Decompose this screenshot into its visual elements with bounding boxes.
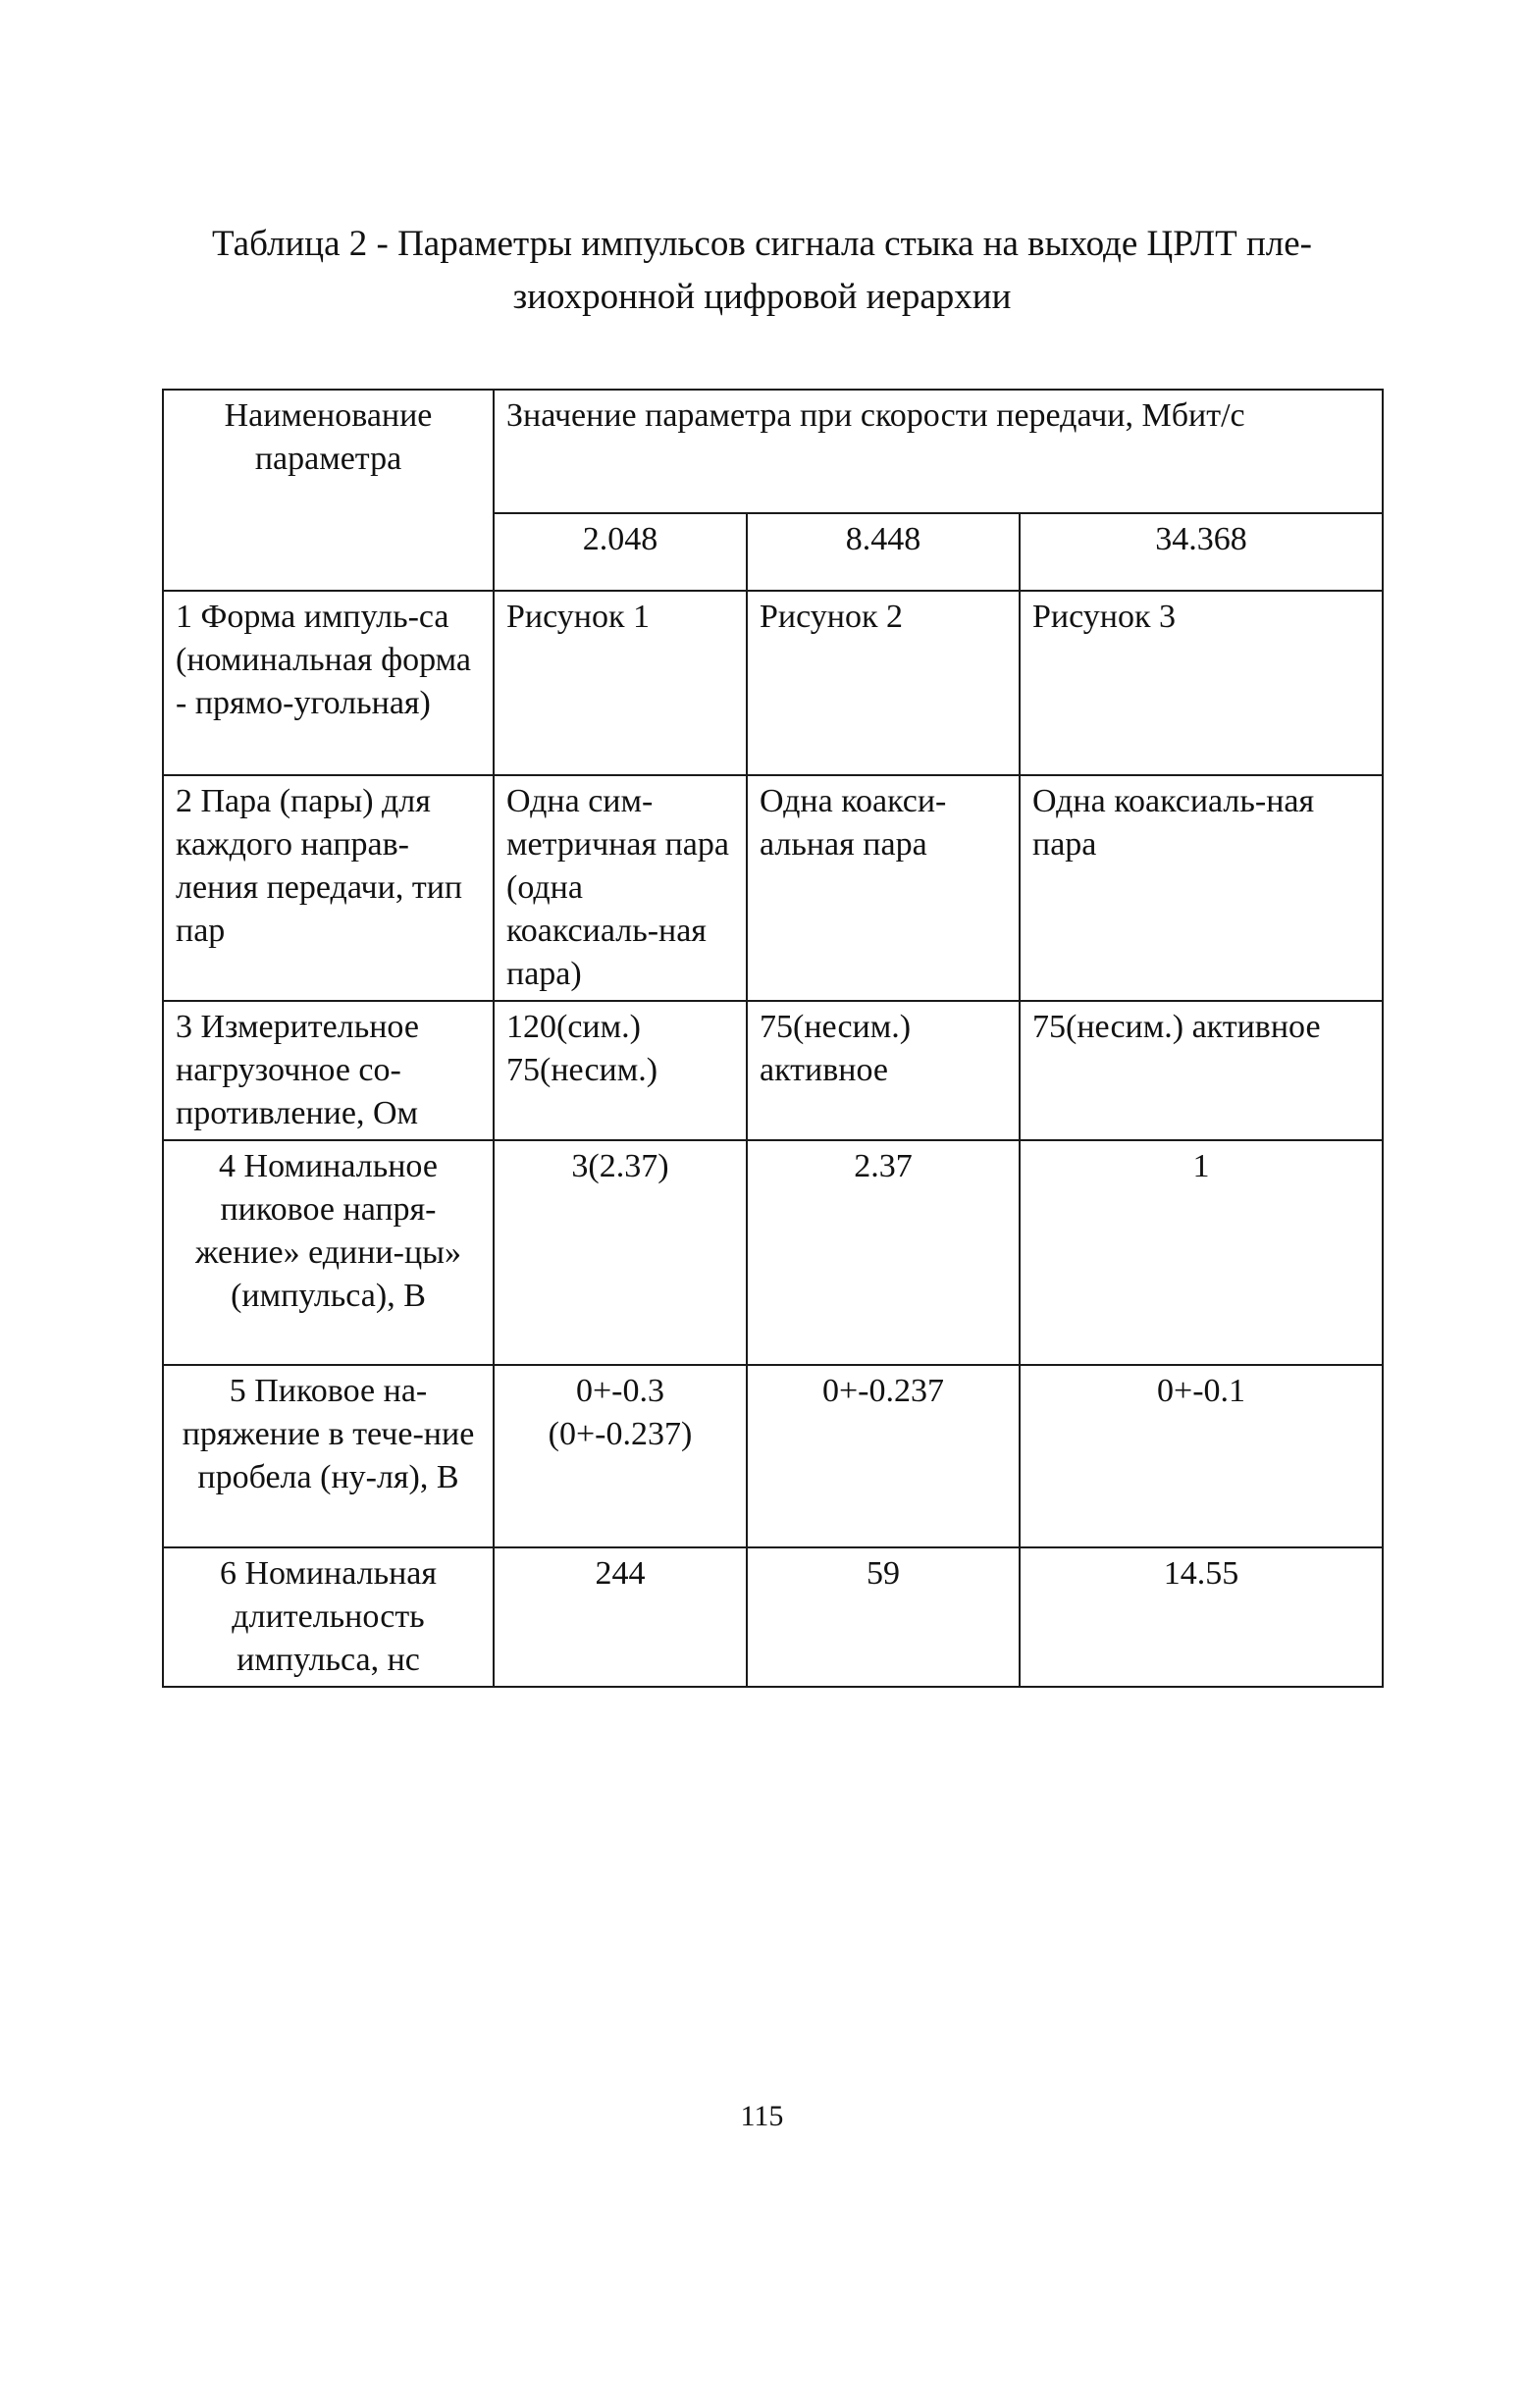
caption-line-2: зиохронной цифровой иерархии <box>512 277 1012 317</box>
row-2-value-2048: Одна сим-метричная пара (одна коаксиаль-ная пара) <box>494 775 747 1001</box>
row-4-value-2048: 3(2.37) <box>494 1140 747 1365</box>
row-3-value-34368: 75(несим.) активное <box>1020 1001 1383 1140</box>
row-6-value-2048: 244 <box>494 1547 747 1687</box>
table-row <box>163 1365 1383 1547</box>
row-5-name: 5 Пиковое на-пряжение в тече-ние пробела (ну-ля), В <box>163 1365 494 1547</box>
row-4-value-8448: 2.37 <box>747 1140 1020 1365</box>
row-1-value-8448: Рисунок 2 <box>747 591 1020 775</box>
table-row <box>163 1140 1383 1365</box>
table-row <box>163 1001 1383 1140</box>
row-6-value-34368: 14.55 <box>1020 1547 1383 1687</box>
row-1-name: 1 Форма импуль-са (номинальная форма - прямо-угольная) <box>163 591 494 775</box>
row-1-value-34368: Рисунок 3 <box>1020 591 1383 775</box>
row-2-value-8448: Одна коакси-альная пара <box>747 775 1020 1001</box>
row-5-value-8448: 0+-0.237 <box>747 1365 1020 1547</box>
table-row <box>163 591 1383 775</box>
row-3-value-8448: 75(несим.) активное <box>747 1001 1020 1140</box>
table-row <box>163 1547 1383 1687</box>
caption-line-1: Таблица 2 - Параметры импульсов сигнала стыка на выходе ЦРЛТ пле- <box>212 224 1312 264</box>
row-2-value-34368: Одна коаксиаль-ная пара <box>1020 775 1383 1001</box>
header-row <box>163 390 1383 513</box>
table-caption <box>0 218 1524 324</box>
row-4-value-34368: 1 <box>1020 1140 1383 1365</box>
speed-8448: 8.448 <box>747 513 1020 591</box>
row-4-name: 4 Номинальное пиковое напря-жение» едини-цы» (импульса), В <box>163 1140 494 1365</box>
table-row <box>163 775 1383 1001</box>
header-parameter-name: Наименование параметра <box>163 390 494 591</box>
row-1-value-2048: Рисунок 1 <box>494 591 747 775</box>
row-2-name: 2 Пара (пары) для каждого направ-ления передачи, тип пар <box>163 775 494 1001</box>
row-5-value-2048: 0+-0.3 (0+-0.237) <box>494 1365 747 1547</box>
speed-34368: 34.368 <box>1020 513 1383 591</box>
row-3-name: 3 Измерительное нагрузочное со-противление, Ом <box>163 1001 494 1140</box>
row-6-name: 6 Номинальная длительность импульса, нс <box>163 1547 494 1687</box>
parameters-table <box>162 389 1384 1688</box>
speed-2048: 2.048 <box>494 513 747 591</box>
page-number: 115 <box>740 2100 784 2132</box>
row-6-value-8448: 59 <box>747 1547 1020 1687</box>
row-5-value-34368: 0+-0.1 <box>1020 1365 1383 1547</box>
header-parameter-value: Значение параметра при скорости передачи, Мбит/с <box>494 390 1383 513</box>
row-3-value-2048: 120(сим.) 75(несим.) <box>494 1001 747 1140</box>
